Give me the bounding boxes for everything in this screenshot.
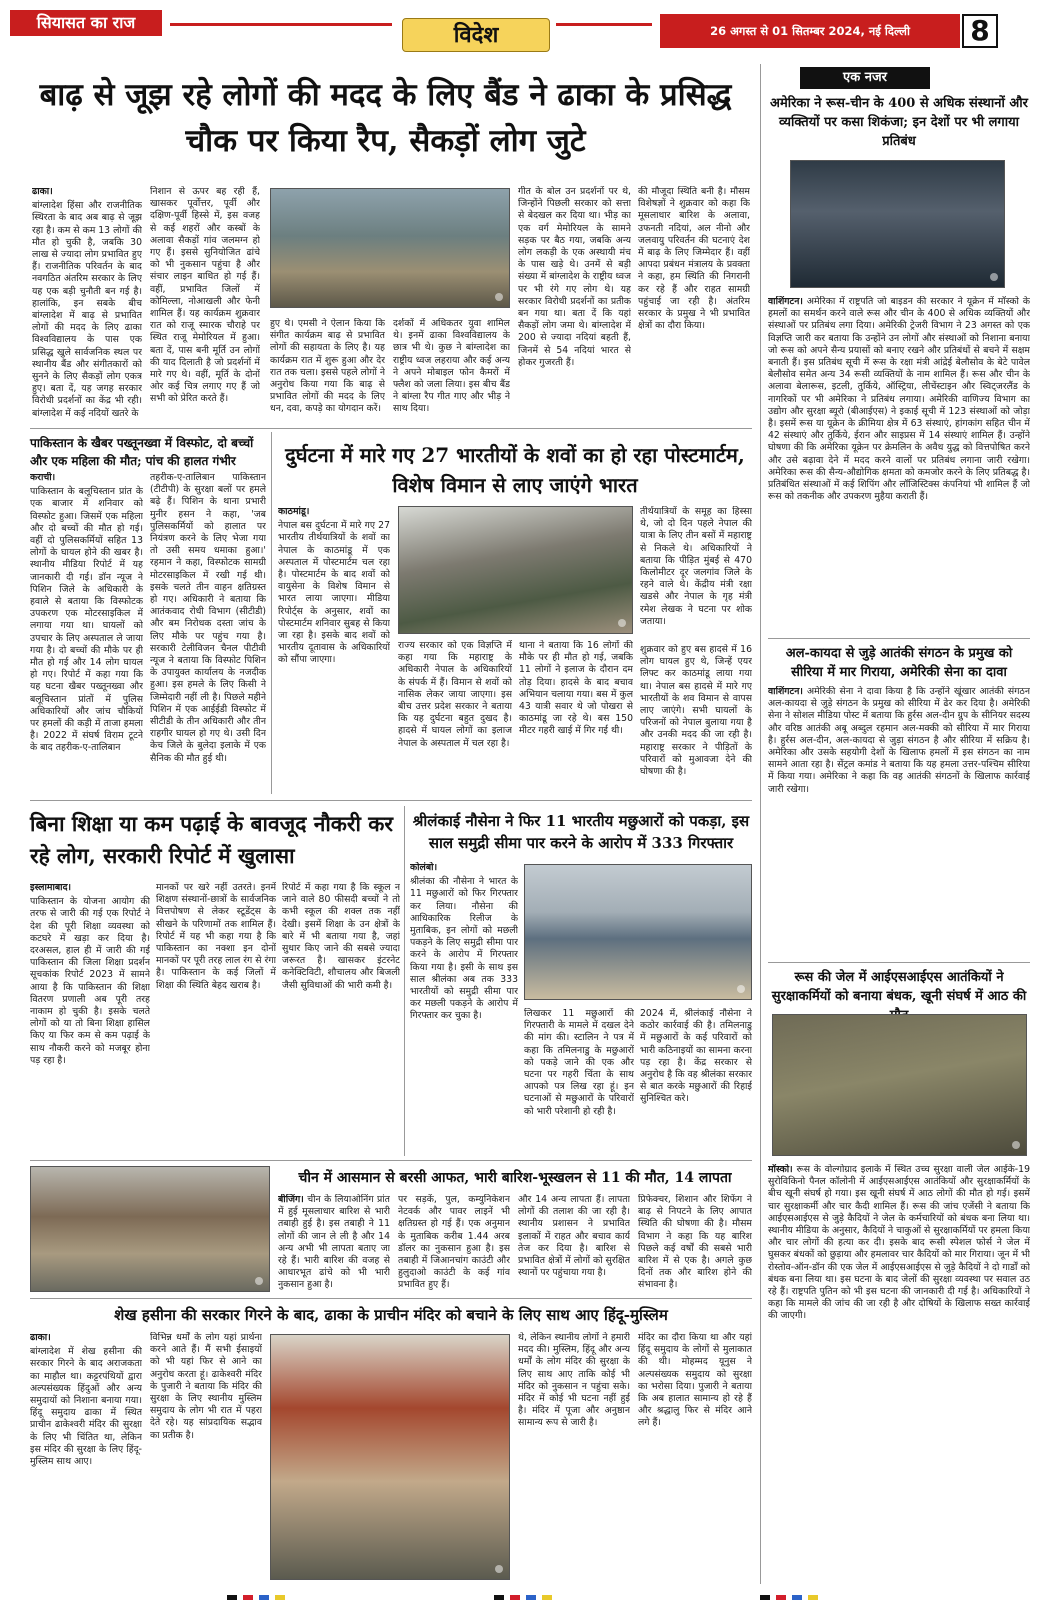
dhakeshwari-temple-photo — [270, 1334, 510, 1580]
sidebar-dateline-1: वाशिंगटन। — [768, 296, 803, 307]
temple-text-1: बांग्लादेश में शेख हसीना की सरकार गिरने के बाद अराजकता का माहौल था। कट्टरपंथियों द्वारा अल्पसंख्यक हिंदुओं और अन्य समुदायों को निशाना बनाया गया। हिंदू समुदाय ढाका में स्थित प्राचीन ढाकेश्वरी मंदिर की सुरक्षा के लिए भी चिंतित था, लेकिन इस मंदिर की सुरक्षा के लिए हिंदू-मुस्लिम साथ आए। — [30, 1346, 142, 1468]
print-registration-marks — [0, 1586, 1045, 1594]
nepal-dateline: काठमांडू। — [278, 506, 310, 517]
page-number: 8 — [962, 14, 998, 48]
divider-china — [30, 1298, 752, 1299]
china-dateline: बीजिंग। — [278, 1194, 304, 1205]
sidebar-text-2: अमेरिकी सेना ने दावा किया है कि उन्होंने खूंखार आतंकी संगठन अल-कायदा से जुड़े संगठन के प्रमुख को सीरिया में ढेर कर दिया है। अमेरिकी सेना ने सोशल मीडिया पोस्ट में बताया कि हुर्रस अल-दीन ग्रुप के सीनियर सदस्य और वरिष्ठ आतंकी अबू अब्दुल रहमान अल-मक्की को सीरिया में मार गिराया है। हुर्रस अल-दीन, अल-कायदा से जुड़ा संगठन है और सीरिया में सक्रिय है। अमेरिका और उसके सहयोगी देशों के खिलाफ हमलों में इस संगठन का नाम सामने आता रहा है। सेंट्रल कमांड ने बताया कि यह हमला उत्तर-पश्चिम सीरिया में किया गया। अमेरिका ने कहा कि वह आतंकी संगठनों के खिलाफ कार्रवाई जारी रखेगा। — [768, 686, 1030, 795]
biden-photo — [790, 160, 1005, 288]
temple-column-3: थे, लेकिन स्थानीय लोगों ने हमारी मदद की। मुस्लिम, हिंदू और अन्य धर्मों के लोग मंदिर की सुरक्षा के लिए साथ आए ताकि कोई भी मंदिर को नुकसान न पहुंचा सके। मंदिर में कोई भी घटना नहीं हुई है। मंदिर में पूजा और अनुष्ठान सामान्य रूप से जारी है। — [518, 1332, 630, 1429]
china-column-1 — [278, 1194, 390, 1294]
sidebar-story-2 — [768, 686, 1030, 958]
fishing-boats-photo — [524, 864, 752, 1000]
sidebar-divider — [760, 64, 761, 1584]
china-headline: चीन में आसमान से बरसी आफत, भारी बारिश-भूस्खलन से 11 की मौत, 14 लापता — [298, 1170, 732, 1186]
pakistan-column-2: तहरीक-ए-तालिबान पाकिस्तान (टीटीपी) के सुरक्षा बलों पर हमले बढ़े हैं। पिशिन के थाना प्रभारी मुनीर हसन ने कहा, 'जब पुलिसकर्मियों को हालात पर नियंत्रण करने के लिए भेजा गया तो उसी समय धमाका हुआ।' रहमान ने कहा, विस्फोटक सामग्री मोटरसाइकिल में रखी गई थी। इसके चलते तीन वाहन क्षतिग्रस्त हो गए। अधिकारी ने बताया कि आतंकवाद रोधी विभाग (सीटीडी) और बम निरोधक दस्ता जांच के लिए मौके पर पहुंच गया है। सरकारी टेलीविजन चैनल पीटीवी न्यूज ने बताया कि विस्फोट पिशिन के उपायुक्त कार्यालय के नजदीक हुआ। इस हमले के लिए किसी ने जिम्मेदारी नहीं ली है। पिछले महीने पिशिन में एक आईईडी विस्फोट में सीटीडी के तीन अधिकारी और तीन राहगीर घायल हो गए थे। उसी दिन केच जिले के बुलेदा इलाके में एक सैनिक की मौत हुई थी। — [150, 472, 266, 764]
srilanka-dateline: कोलंबो। — [410, 862, 438, 873]
lead-column-6: की मौजूदा स्थिति बनी है। मौसम विशेषज्ञों ने शुक्रवार को कहा कि मूसलाधार बारिश के अलावा, उफनती नदियां, अल नीनो और जलवायु परिवर्तन की घटनाएं देश में बाढ़ के लिए जिम्मेदार हैं। वहीं आपदा प्रबंधन मंत्रालय के प्रवक्ता ने कहा, हम स्थिति की निगरानी कर रहे हैं और राहत सामग्री पहुंचाई जा रही है। अंतरिम सरकार के प्रमुख ने भी प्रभावित क्षेत्रों का दौरा किया। — [638, 186, 750, 332]
srilanka-headline: श्रीलंकाई नौसेना ने फिर 11 भारतीय मछुआरों को पकड़ा, इस साल समुद्री सीमा पार करने के आरोप में 333 गिरफ्तार — [412, 812, 750, 852]
sidebar-text-3: रूस के वोल्गोग्राद इलाके में स्थित उच्च सुरक्षा वाली जेल आईके-19 सुरोविकिनो पैनल कॉलोनी में आईएसआईएस आतंकियों और सुरक्षाकर्मियों के बीच खूनी संघर्ष हो गया। इस खूनी संघर्ष में आठ लोगों की मौत हो गई। इसमें चार सुरक्षाकर्मी और चार कैदी शामिल हैं। रूस की जांच एजेंसी ने बताया कि आईएसआईएस से जुड़े कैदियों ने जेल के कर्मचारियों को बंधक बना लिया था। स्थानीय मीडिया के अनुसार, कैदियों ने चाकुओं से सुरक्षाकर्मियों पर हमला किया और चार लोगों की हत्या कर दी। इसके बाद रूसी स्पेशल फोर्स ने जेल में घुसकर बंधकों को छुड़ाया और हमलावर चार कैदियों को मार गिराया। जून में भी रोस्तोव-ऑन-डॉन की एक जेल में आईएसआईएस से जुड़े कैदियों ने दो गार्डों को बंधक बना लिया था। इस घटना के बाद जेलों की सुरक्षा व्यवस्था पर सवाल उठ रहे हैं। राष्ट्रपति पुतिन को भी इस घटना की जानकारी दी गई है। अधिकारियों ने कहा कि मामले की जांच की जा रही है और दोषियों के खिलाफ सख्त कार्रवाई की जाएगी। — [768, 1164, 1030, 1322]
sidebar-text-1: अमेरिका में राष्ट्रपति जो बाइडन की सरकार ने यूक्रेन में मॉस्को के हमलों का समर्थन करने वाले रूस और चीन के 400 से अधिक व्यक्तियों और संस्थाओं पर प्रतिबंध लगा दिया। अमेरिकी ट्रेजरी विभाग ने 23 अगस्त को एक विज्ञप्ति जारी कर बताया कि उन्होंने उन लोगों और संस्थाओं को निशाना बनाया जो रूस को अपने सैन्य प्रयासों को बनाए रखने और प्रतिबंधों से बचने में सक्षम बनाती हैं। इस प्रतिबंध सूची में रूस के रक्षा मंत्री आंद्रेई बेलौसोव के बेटे पावेल बेलौसोव समेत अन्य 34 रूसी व्यक्तियों के नाम शामिल हैं। रूस और चीन के अलावा बेलारूस, इटली, तुर्किये, ऑस्ट्रिया, लीचेंस्टाइन और स्विट्जरलैंड के नागरिकों पर भी अमेरिका ने प्रतिबंध लगाया। अमेरिकी वाणिज्य विभाग का उद्योग और सुरक्षा ब्यूरो (बीआईएस) ने इकाई सूची में 123 संस्थाओं को जोड़ा है। इसमें रूस या यूक्रेन के क्रीमिया क्षेत्र में 63 संस्थाएं, हांगकांग सहित चीन में 42 संस्थाएं और तुर्किये, ईरान और साइप्रस में 14 संस्थाएं शामिल हैं। उन्होंने घोषणा की कि अमेरिका यूक्रेन पर क्रेमलिन के अवैध युद्ध को वित्तपोषित करने और उसे बढ़ावा देने में मदद करने वालों पर प्रतिबंध लगाना जारी रखेगा। अमेरिका रूस की सैन्य-औद्योगिक क्षमता को कमजोर करने के लिए प्रतिबद्ध है। प्रतिबंधित संस्थाओं में कई शिपिंग और लॉजिस्टिक्स कंपनियां भी शामिल हैं जो रूस को तकनीक और उपकरण मुहैया कराती हैं। — [768, 296, 1030, 503]
nepal-column-3: थाना ने बताया कि 16 लोगों की मौके पर ही मौत हो गई, जबकि 11 लोगों ने इलाज के दौरान दम तोड़ दिया। हादसे के बाद बचाव अभियान चलाया गया। बस में कुल 43 यात्री सवार थे जो पोखरा से काठमांडू जा रहे थे। बस 150 मीटर गहरी खाई में गिर गई थी। — [519, 640, 633, 737]
newspaper-brand: सियासत का राज — [10, 10, 162, 36]
china-column-2: पर सड़कें, पुल, कम्युनिकेशन नेटवर्क और पावर लाइनें भी क्षतिग्रस्त हो गई हैं। एक अनुमान के मुताबिक करीब 1.44 अरब डॉलर का नुकसान हुआ है। इस तबाही में जिआनचांग काउंटी और हुलुदाओ काउंटी के कई गांव प्रभावित हुए हैं। — [398, 1194, 510, 1291]
nepal-text-1: नेपाल बस दुर्घटना में मारे गए 27 भारतीय तीर्थयात्रियों के शवों का नेपाल के काठमांडू में एक अस्पताल में पोस्टमार्टम चल रहा है। पोस्टमार्टम के बाद शवों को वायुसेना के विशेष विमान से भारत लाया जाएगा। मीडिया रिपोर्ट्स के अनुसार, शवों का पोस्टमार्टम शनिवार सुबह से किया जा रहा है। इसके बाद शवों को भारतीय दूतावास के अधिकारियों को सौंपा जाएगा। — [278, 520, 390, 666]
divider-lead — [30, 428, 752, 429]
masthead-rule-left — [170, 23, 392, 26]
flood-photo — [270, 188, 510, 308]
china-text-1: चीन के लियाओनिंग प्रांत में हुई मूसलाधार बारिश से भारी तबाही हुई है। इस तबाही ने 11 लोगों की जान ले ली है और 14 अन्य अभी भी लापता बताए जा रहे हैं। भारी बारिश की वजह से आधारभूत ढांचे को भी भारी नुकसान हुआ है। — [278, 1194, 390, 1291]
lead-column-2: निशान से ऊपर बह रही हैं, खासकर पूर्वोत्तर, पूर्वी और दक्षिण-पूर्वी हिस्से में, इस वजह से कई शहरों और कस्बों के अलावा सैकड़ों गांव जलमग्न हो गए हैं। इससे सुनियोजित ढांचे को भी नुकसान पहुंचा है और संचार लाइन बाधित हो गई हैं। वहीं, प्रभावित जिलों में कोमिल्ला, नोआखली और फेनी शामिल हैं। यह कार्यक्रम शुक्रवार रात को राजू स्मारक चौराहे पर स्थित राजू मेमोरियल में हुआ। बता दें, पास बनी मूर्ति उन लोगों की याद दिलाती है जो प्रदर्शनों में मारे गए थे। वहीं, मूर्ति के दोनों ओर कई चित्र लगाए गए हैं जो सभी को प्रेरित करते हैं। — [150, 186, 260, 405]
pakistan-text-1: पाकिस्तान के बलूचिस्तान प्रांत के एक बाजार में शनिवार को विस्फोट हुआ। जिसमें एक महिला और दो बच्चों की मौत हो गई। वहीं दो पुलिसकर्मियों सहित 13 लोगों के घायल होने की खबर है। स्थानीय मीडिया रिपोर्ट में यह जानकारी दी गई। डॉन न्यूज ने पिशिन जिले के अधिकारी के हवाले से बताया कि विस्फोटक उपकरण एक मोटरसाइकिल में लगाया गया था। घायलों को उपचार के लिए अस्पताल ले जाया गया है। दो बच्चों की मौके पर ही मौत हो गई और 14 लोग घायल हो गए। रिपोर्ट में कहा गया कि यह घटना खैबर पख्तूनख्वा और बलूचिस्तान प्रांतों में पुलिस अधिकारियों और जांच चौकियों पर हमलों की कड़ी में ताजा हमला है। 2022 में संघर्ष विराम टूटने के बाद तहरीक-ए-तालिबान — [30, 486, 143, 754]
temple-dateline: ढाका। — [30, 1332, 51, 1343]
sidebar-story-3 — [768, 1164, 1030, 1580]
divider-nepal — [30, 800, 752, 801]
divider-srilanka — [30, 1160, 752, 1161]
lead-column-5: गीत के बोल उन प्रदर्शनों पर थे, जिन्होंने पिछली सरकार को सत्ता से बेदखल कर दिया था। भीड़ का एक वर्ग मेमोरियल के सामने सड़क पर बैठ गया, जबकि अन्य लोग लकड़ी के एक अस्थायी मंच के पास खड़े थे। उनमें से बड़ी संख्या में बांग्लादेश के राष्ट्रीय ध्वज पर भी रंगे गए लोग थे। यह सरकार विरोधी प्रदर्शनों का प्रतीक बन गया था। बता दें कि यहां सैकड़ों लोग जमा थे। बांग्लादेश में 200 से ज्यादा नदियां बहती हैं, जिनमें से 54 नदियां भारत से होकर गुजरती हैं। — [518, 186, 631, 368]
lead-column-4: दर्शकों में अधिकतर युवा शामिल थे। इनमें ढाका विश्वविद्यालय के छात्र भी थे। कुछ ने बांग्लादेश का राष्ट्रीय ध्वज लहराया और कई अन्य ने अपने मोबाइल फोन कैमरों में फ्लैश को जला लिया। इस बीच बैंड ने बांग्ला रैप गीत गाए और भीड़ ने साथ दिया। — [393, 318, 510, 415]
pakistan-dateline: कराची। — [30, 472, 56, 483]
temple-column-1 — [30, 1332, 142, 1580]
lead-column-1 — [32, 186, 142, 422]
education-text-1: पाकिस्तान के योजना आयोग की तरफ से जारी की गई एक रिपोर्ट ने देश की पूरी शिक्षा व्यवस्था को कटघरे में खड़ा कर दिया है। दरअसल, हाल ही में जारी की गई पाकिस्तान की जिला शिक्षा प्रदर्शन सूचकांक रिपोर्ट 2023 में सामने आया है कि पाकिस्तान की शिक्षा वितरण प्रणाली अब पूरी तरह नाकाम हो चुकी है। इसके चलते लोगों को या तो बिना शिक्षा हासिल किए या फिर कम से कम पढ़ाई के साथ नौकरी करने को मजबूर होना पड़ रहा है। — [30, 896, 150, 1066]
divider-pakistan — [271, 432, 272, 794]
pakistan-headline: पाकिस्तान के खैबर पख्तूनख्वा में विस्फोट, दो बच्चों और एक महिला की मौत; पांच की हालत गंभीर — [30, 436, 254, 468]
china-column-4: प्रिफेक्चर, शिशान और शिफेंग ने बाढ़ से निपटने के लिए आपात स्थिति की घोषणा की है। मौसम विभाग ने कहा कि यह बारिश पिछले कई वर्षों की सबसे भारी बारिश में से एक है। अगले कुछ दिनों तक और बारिश होने की संभावना है। — [638, 1194, 752, 1291]
bus-accident-photo — [398, 506, 633, 634]
education-column-1 — [30, 882, 150, 1154]
china-flood-photo — [30, 1166, 270, 1292]
sidebar-headline-2: अल-कायदा से जुड़े आतंकी संगठन के प्रमुख को सीरिया में मार गिराया, अमेरिकी सेना का दावा — [785, 646, 1013, 680]
pakistan-column-1 — [30, 472, 143, 794]
education-column-3: रिपोर्ट में कहा गया है कि स्कूल न जाने वाले 80 फीसदी बच्चों ने तो कभी स्कूल की शक्ल तक नहीं देखी। इसमें शिक्षा के उन क्षेत्रों के बारे में भी बताया गया है, जहां सुधार किए जाने की सबसे ज्यादा जरूरत है। खासकर इंटरनेट कनेक्टिविटी, शौचालय और बिजली जैसी सुविधाओं की भारी कमी है। — [282, 882, 400, 991]
srilanka-column-3: 2024 में, श्रीलंकाई नौसेना ने कठोर कार्रवाई की है। तमिलनाडु में मछुआरों के कई परिवारों को भारी कठिनाइयों का सामना करना पड़ रहा है। केंद्र सरकार से अनुरोध है कि वह श्रीलंका सरकार से बात करके मछुआरों की रिहाई सुनिश्चित करे। — [640, 1008, 752, 1105]
education-dateline: इस्लामाबाद। — [30, 882, 72, 893]
sidebar-divider-1 — [768, 638, 1030, 639]
education-headline: बिना शिक्षा या कम पढ़ाई के बावजूद नौकरी कर रहे लोग, सरकारी रिपोर्ट में खुलासा — [30, 811, 393, 868]
temple-column-4: मंदिर का दौरा किया था और यहां हिंदू समुदाय के लोगों से मुलाकात की थी। मोहम्मद यूनुस ने अल्पसंख्यक समुदाय को सुरक्षा का भरोसा दिया। पुजारी ने बताया कि अब हालात सामान्य हो रहे हैं और श्रद्धालु फिर से मंदिर आने लगे हैं। — [638, 1332, 752, 1429]
sidebar-dateline-3: मॉस्को। — [768, 1164, 793, 1175]
temple-headline: शेख हसीना की सरकार गिरने के बाद, ढाका के प्राचीन मंदिर को बचाने के लिए साथ आए हिंदू-मुस्लिम — [114, 1306, 668, 1324]
sidebar-headline-3: रूस की जेल में आईएसआईएस आतंकियों ने सुरक्षाकर्मियों को बनाया बंधक, खूनी संघर्ष में आठ की — [771, 970, 1027, 1004]
issue-date: 26 अगस्त से 01 सितम्बर 2024, नई दिल्ली — [660, 14, 960, 48]
lead-text-1: बांग्लादेश हिंसा और राजनीतिक स्थिरता के बाद अब बाढ़ से जूझ रहा है। कम से कम 13 लोगों की मौत हो चुकी है, जबकि 30 लाख से ज्यादा लोग प्रभावित हुए हैं। राजनीतिक परिवर्तन के बाद नवगठित अंतरिम सरकार के लिए यह एक बड़ी चुनौती बन गई है। हालांकि, इन सबके बीच बांग्लादेश में बाढ़ से प्रभावित लोगों की मदद के लिए ढाका विश्वविद्यालय के पास एक प्रसिद्ध खुले सार्वजनिक स्थल पर स्थानीय बैंड और संगीतकारों को सुनने के लिए सैकड़ों लोग एकत्र हुए। बता दें, यह जगह सरकार विरोधी प्रदर्शनों का केंद्र भी रही। बांग्लादेश में कई नदियों खतरे के — [32, 200, 142, 419]
srilanka-column-1 — [410, 862, 518, 1156]
soldiers-photo — [772, 1014, 1027, 1156]
section-title: विदेश — [402, 18, 550, 52]
divider-education — [404, 806, 405, 1156]
nepal-column-5: शुक्रवार को हुए बस हादसे में 16 लोग घायल हुए थे, जिन्हें एयर लिफ्ट कर काठमांडू लाया गया था। नेपाल बस हादसे में मारे गए भारतीयों के शव विमान से वापस लाए जाएंगे। सभी घायलों के परिजनों को नेपाल बुलाया गया है और उनकी मदद की जा रही है। महाराष्ट्र सरकार ने पीड़ितों के परिवारों को मुआवजा देने की घोषणा की है। — [640, 644, 752, 778]
china-column-3: और 14 अन्य लापता हैं। लापता लोगों की तलाश की जा रही है। स्थानीय प्रशासन ने प्रभावित इलाकों में राहत और बचाव कार्य तेज कर दिया है। बारिश से प्रभावित क्षेत्रों में लोगों को सुरक्षित स्थानों पर पहुंचाया गया है। — [518, 1194, 630, 1279]
nepal-column-2: राज्य सरकार को एक विज्ञप्ति में कहा गया कि महाराष्ट्र के अधिकारी नेपाल के अधिकारियों के संपर्क में हैं। विमान से शवों को नासिक लेकर जाया जाएगा। इस बीच उत्तर प्रदेश सरकार ने बताया कि यह दुर्घटना बहुत दुखद है। हादसे में घायल लोगों का इलाज नेपाल के अस्पताल में चल रहा है। — [398, 640, 512, 749]
srilanka-column-2: लिखकर 11 मछुआरों की गिरफ्तारी के मामले में दखल देने की मांग की। स्टालिन ने पत्र में कहा कि तमिलनाडु के मछुआरों को पकड़े जाने की एक और घटना पर गहरी चिंता के साथ आपको पत्र लिख रहा हूं। इन घटनाओं से मछुआरों के परिवारों को भारी परेशानी हो रही है। — [524, 1008, 634, 1117]
lead-dateline: ढाका। — [32, 186, 53, 197]
masthead-rule-right — [556, 23, 652, 26]
nepal-column-4: तीर्थयात्रियों के समूह का हिस्सा थे, जो दो दिन पहले नेपाल की यात्रा के लिए तीन बसों में महाराष्ट्र से निकले थे। अधिकारियों ने बताया कि पीड़ित मुंबई से 470 किलोमीटर दूर जलगांव जिले के रहने वाले थे। केंद्रीय मंत्री रक्षा खडसे और नेपाल के गृह मंत्री रमेश लेखक ने घटना पर शोक जताया। — [640, 506, 752, 627]
education-column-2: मानकों पर खरे नहीं उतरते। इनमें शिक्षण संस्थानों-छात्रों के सार्वजनिक वित्तपोषण से लेकर स्टूडेंट्स के सीखने के परिणामों तक शामिल हैं। रिपोर्ट में यह भी कहा गया है कि पाकिस्तान का नक्शा इन दोनों मानकों पर पूरी तरह लाल रंग से रंगा है। पाकिस्तान के कई जिलों में शिक्षा की स्थिति बेहद खराब है। — [156, 882, 276, 991]
nepal-headline: दुर्घटना में मारे गए 27 भारतीयों के शवों का हो रहा पोस्टमार्टम, विशेष विमान से लाए जाएंगे भारत — [285, 443, 745, 497]
lead-headline: बाढ़ से जूझ रहे लोगों की मदद के लिए बैंड ने ढाका के प्रसिद्ध चौक पर किया रैप, सैकड़ों लोग जुटे — [39, 77, 732, 159]
sidebar-divider-2 — [768, 962, 1030, 963]
nepal-column-1 — [278, 506, 390, 794]
temple-column-2: विभिन्न धर्मों के लोग यहां प्रार्थना करने आते हैं। मैं सभी ईसाइयों को भी यहां फिर से आने का अनुरोध करता हूं। ढाकेश्वरी मंदिर के पुजारी ने बताया कि मंदिर की सुरक्षा के लिए स्थानीय मुस्लिम समुदाय के लोग भी रात में पहरा देते रहे। यह सांप्रदायिक सद्भाव का प्रतीक है। — [150, 1332, 262, 1441]
sidebar-headline-1: अमेरिका ने रूस-चीन के 400 से अधिक संस्थानों और व्यक्तियों पर कसा शिकंजा; इन देशों पर भी लगाया प्रतिबंध — [770, 96, 1028, 149]
sidebar-tag: एक नजर — [800, 67, 930, 89]
sidebar-story-1 — [768, 296, 1030, 632]
sidebar-dateline-2: वाशिंगटन। — [768, 686, 803, 697]
srilanka-text-1: श्रीलंका की नौसेना ने भारत के 11 मछुआरों को फिर गिरफ्तार कर लिया। नौसेना की आधिकारिक रिलीज के मुताबिक, इन लोगों को मछली पकड़ने के लिए समुद्री सीमा पार करने के आरोप में गिरफ्तार किया गया है। इसी के साथ इस साल श्रीलंका अब तक 333 भारतीयों को समुद्री सीमा पार कर मछली पकड़ने के आरोप में गिरफ्तार कर चुका है। — [410, 876, 518, 1022]
lead-column-3: हुए थे। एमसी ने ऐलान किया कि संगीत कार्यक्रम बाढ़ से प्रभावित लोगों की सहायता के लिए है। यह कार्यक्रम रात में शुरू हुआ और देर रात तक चला। इससे पहले लोगों ने अनुरोध किया गया कि बाढ़ से प्रभावित लोगों की मदद के लिए धन, दवा, कपड़े का योगदान करें। — [270, 318, 385, 415]
